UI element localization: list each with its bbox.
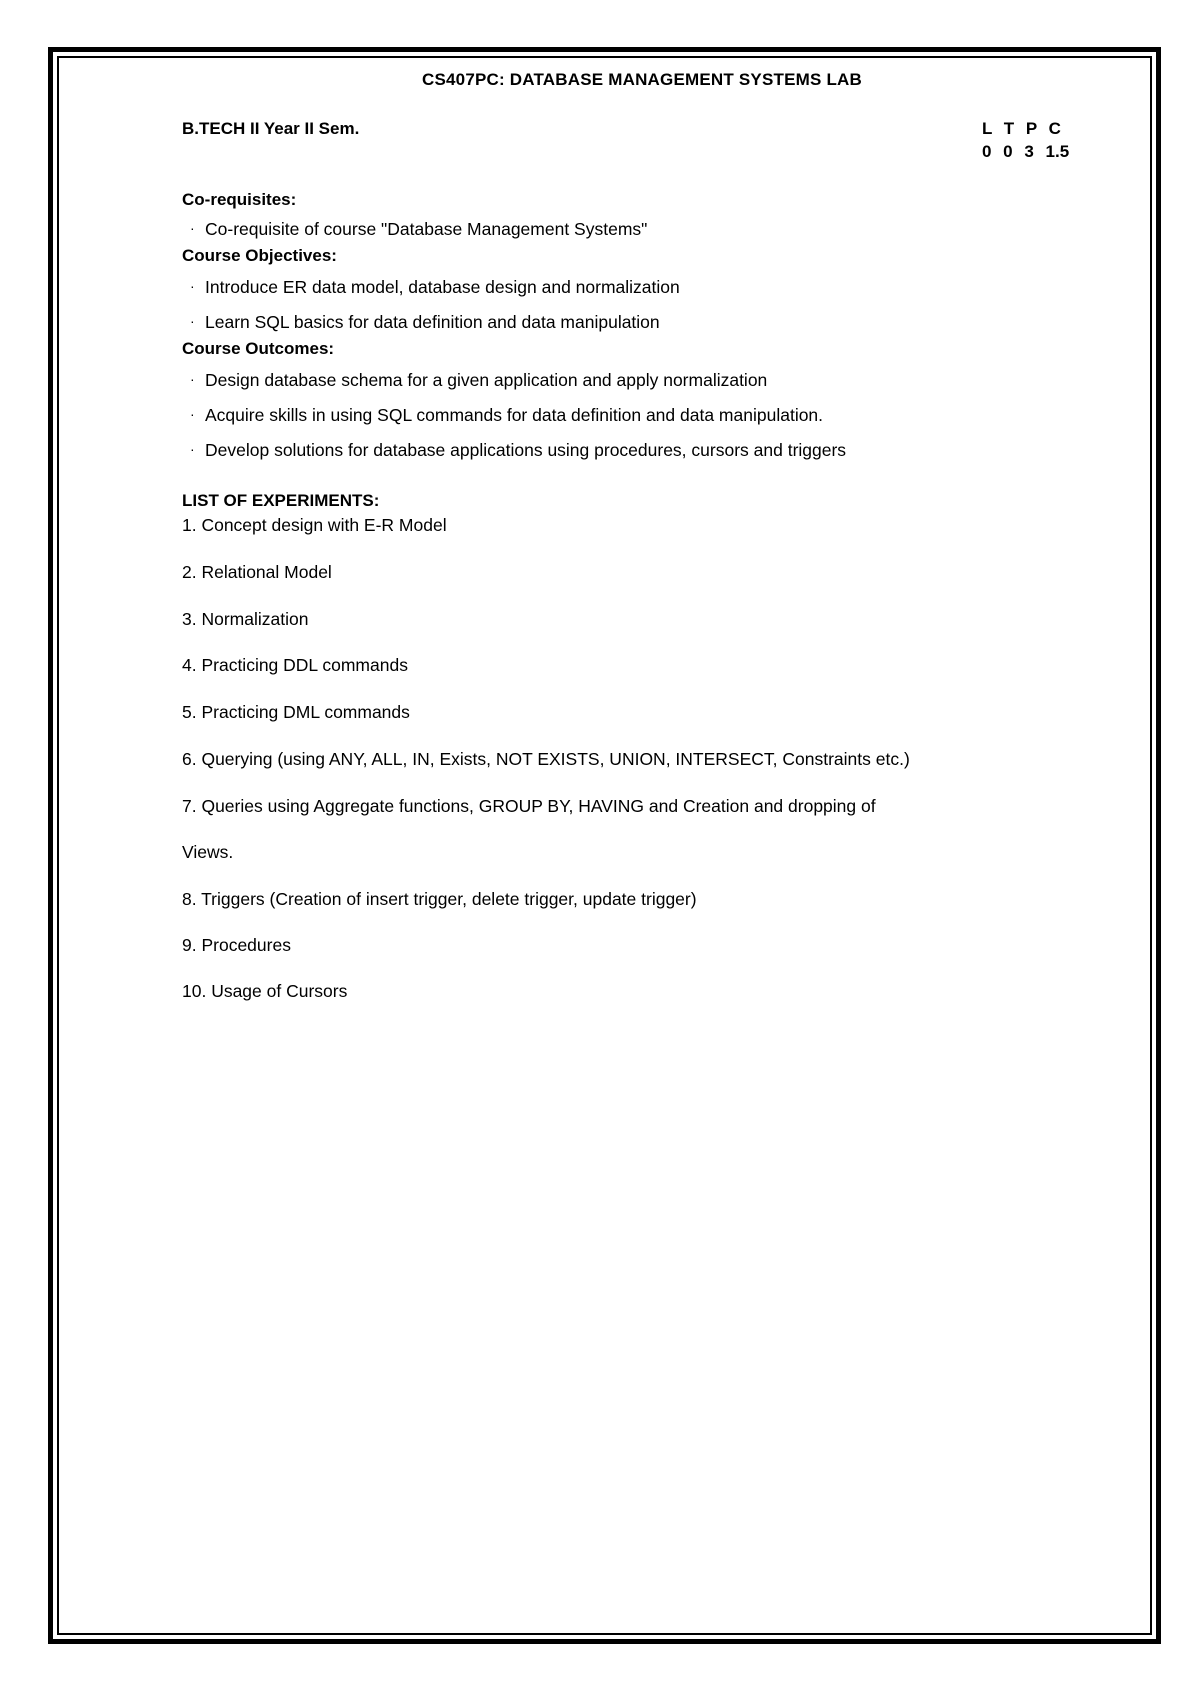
list-item: · Introduce ER data model, database design and normalization [190, 277, 680, 297]
bullet-icon: · [190, 406, 195, 422]
list-item: · Learn SQL basics for data definition and data manipulation [190, 312, 660, 332]
bullet-icon: · [190, 220, 195, 236]
experiment-item: 6. Querying (using ANY, ALL, IN, Exists, NOT EXISTS, UNION, INTERSECT, Constraints etc.) [182, 749, 910, 769]
bullet-icon: · [190, 441, 195, 457]
experiment-item: 8. Triggers (Creation of insert trigger, delete trigger, update trigger) [182, 889, 697, 909]
experiment-item: 9. Procedures [182, 935, 291, 955]
experiment-item: 2. Relational Model [182, 562, 332, 582]
experiment-item-continuation: Views. [182, 842, 234, 862]
experiment-item: 10. Usage of Cursors [182, 981, 348, 1001]
objectives-heading: Course Objectives: [182, 246, 337, 265]
semester-label: B.TECH II Year II Sem. [182, 119, 360, 138]
bullet-icon: · [190, 313, 195, 329]
list-item: · Develop solutions for database applications using procedures, cursors and triggers [190, 440, 847, 460]
experiment-item: 5. Practicing DML commands [182, 702, 410, 722]
experiment-item: 7. Queries using Aggregate functions, GROUP BY, HAVING and Creation and dropping of [182, 796, 876, 816]
experiments-heading: LIST OF EXPERIMENTS: [182, 491, 380, 510]
corequisites-heading: Co-requisites: [182, 190, 297, 209]
list-item: · Acquire skills in using SQL commands for data definition and data manipulation. [190, 405, 824, 425]
ltpc-values: 0 0 3 1.5 [982, 142, 1070, 161]
page-title: CS407PC: DATABASE MANAGEMENT SYSTEMS LAB [422, 70, 862, 89]
ltpc-header: L T P C [982, 119, 1061, 138]
experiment-item: 4. Practicing DDL commands [182, 655, 408, 675]
experiment-item: 3. Normalization [182, 609, 309, 629]
experiment-item: 1. Concept design with E-R Model [182, 515, 447, 535]
bullet-icon: · [190, 371, 195, 387]
bullet-icon: · [190, 278, 195, 294]
list-item: · Design database schema for a given application and apply normalization [190, 370, 768, 390]
outcomes-heading: Course Outcomes: [182, 339, 335, 358]
list-item: · Co-requisite of course "Database Management Systems" [190, 219, 648, 239]
